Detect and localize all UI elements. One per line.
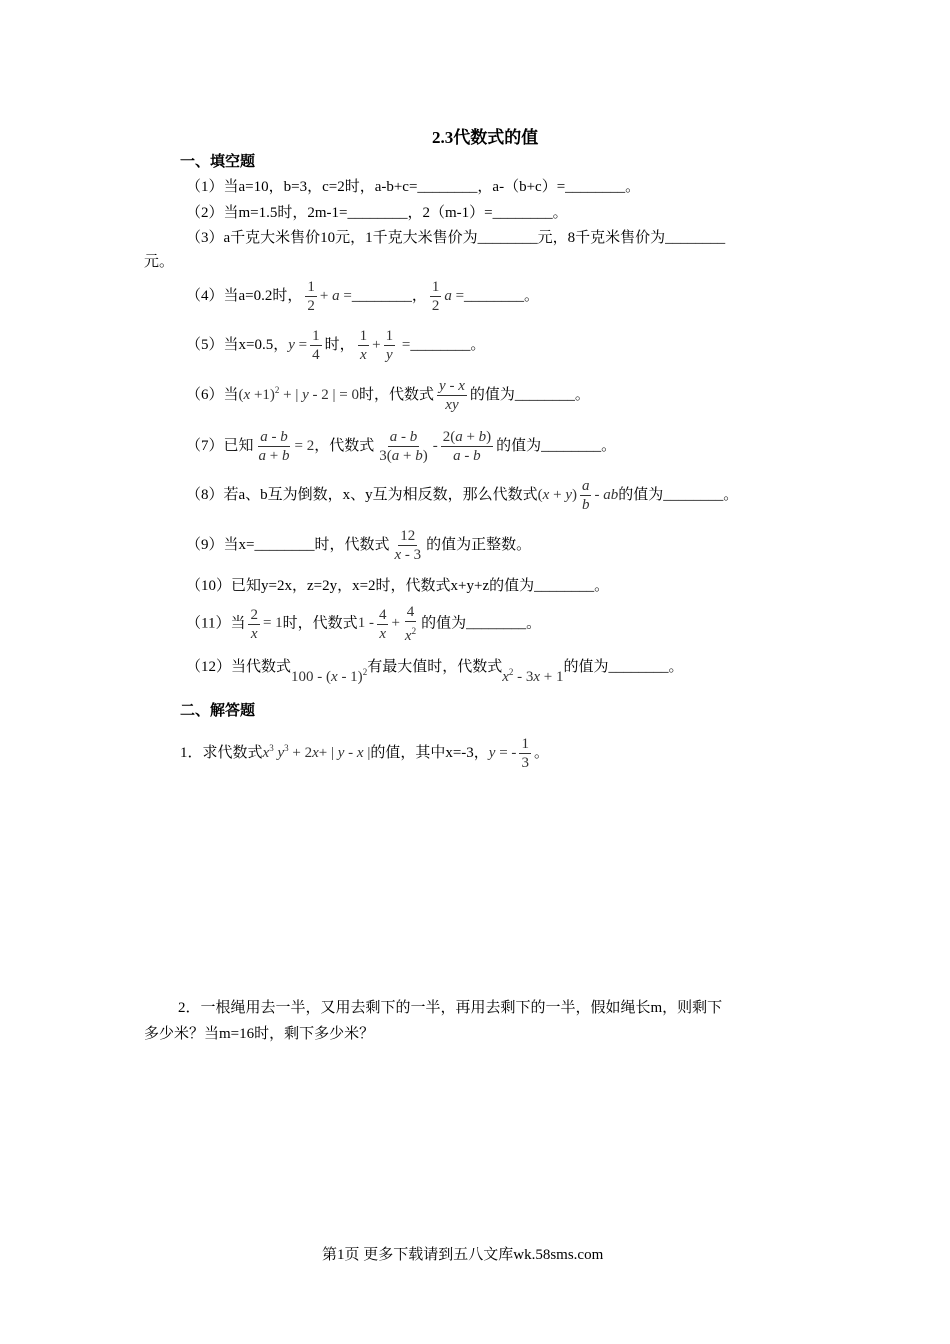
page-title: 2.3代数式的值 xyxy=(432,128,539,147)
formula-q7-given: $\frac{a - b}{a + b}$ = 2 xyxy=(258,429,315,464)
question-7-prefix: （7）已知 xyxy=(186,437,254,454)
formula-q5-y: y = $\frac{1}{4}$ xyxy=(288,328,320,363)
question-2: （2）当m=1.5时，2m-1=________，2（m-1）=________。 xyxy=(186,205,568,221)
formula-p1-y: y = - $\frac{1}{3}$ xyxy=(488,736,529,771)
question-8-suffix: 的值为________。 xyxy=(618,486,739,503)
formula-q12-expr-b: $x^2 - 3x + 1$ xyxy=(502,667,564,685)
question-4-prefix: （4）当a=0.2时， xyxy=(186,287,303,304)
formula-p1-expr: $x^3$ $y^3 + 2x+$ | y - x | xyxy=(262,742,371,761)
question-5-prefix: （5）当x=0.5， xyxy=(186,336,289,353)
question-7-suffix: 的值为________。 xyxy=(496,437,617,454)
problem-1 xyxy=(180,735,549,772)
formula-q5-expr: $\frac{1}{x}$ + $\frac{1}{y}$ = xyxy=(359,328,411,363)
question-11-mid: 时，代数式 xyxy=(282,615,358,632)
formula-q6-expr: $\frac{y - x}{xy}$ xyxy=(439,378,465,413)
question-4 xyxy=(186,278,539,315)
formula-q4-b: $\frac{1}{2}$ a = xyxy=(431,279,465,314)
question-9-prefix: （9）当x=________时，代数式 xyxy=(186,536,390,553)
question-6-suffix: 的值为________。 xyxy=(469,386,590,403)
question-8-prefix: （8）若a、b互为倒数，x、y互为相反数，那么代数式 xyxy=(186,486,538,503)
page-footer: 第1页 更多下载请到五八文库wk.58sms.com xyxy=(322,1247,604,1263)
question-12-mid: 有最大值时，代数式 xyxy=(367,659,503,675)
question-12 xyxy=(186,652,684,685)
question-11-suffix: 的值为________。 xyxy=(421,615,542,632)
question-6-prefix: （6）当 xyxy=(186,386,239,403)
question-5-suffix: ________。 xyxy=(410,336,486,353)
question-8 xyxy=(186,477,738,514)
question-4-mid: ________， xyxy=(351,287,427,304)
question-9 xyxy=(186,527,531,564)
question-5 xyxy=(186,327,485,364)
question-10: （10）已知y=2x，z=2y，x=2时，代数式x+y+z的值为________。 xyxy=(186,578,610,594)
question-3-line-1: （3）a千克大米售价10元，1千克大米售价为________元，8千克米售价为________ xyxy=(186,230,726,246)
problem-2-line-2: 多少米？当m=16时，剩下多少米？ xyxy=(144,1026,375,1042)
question-5-mid: 时， xyxy=(324,336,355,353)
question-9-suffix: 的值为正整数。 xyxy=(426,536,532,553)
problem-1-mid: 的值，其中x=-3， xyxy=(370,744,489,761)
question-4-suffix: ________。 xyxy=(464,287,540,304)
question-12-prefix: （12）当代数式 xyxy=(186,659,292,675)
formula-q9-expr: $\frac{12}{x - 3}$ xyxy=(394,528,422,563)
section-fill-blank-heading: 一、填空题 xyxy=(180,154,256,170)
formula-q8-expr: (x + y) $\frac{a}{b}$ - ab xyxy=(537,478,619,513)
question-12-suffix: 的值为________。 xyxy=(563,659,684,675)
question-1: （1）当a=10，b=3，c=2时，a-b+c=________，a-（b+c）=________。 xyxy=(186,179,641,195)
formula-q12-expr-a: 100 - (x - 1)$^2$ xyxy=(291,667,368,685)
formula-q11-condition: $\frac{2}{x}$ = 1 xyxy=(250,606,283,642)
question-11 xyxy=(186,603,541,645)
formula-q6-condition: $(x +1)^2$ + | y - 2 | = 0 xyxy=(238,384,360,403)
problem-2-line-1: 2．一根绳用去一半，又用去剩下的一半，再用去剩下的一半，假如绳长m，则剩下 xyxy=(178,1000,723,1016)
question-7 xyxy=(186,428,616,465)
problem-1-prefix: 1．求代数式 xyxy=(180,744,263,761)
formula-q7-expr: $\frac{a - b}{3(a + b)}$ - $\frac{2(a + b)}{a - b}$ xyxy=(379,429,492,464)
question-3-line-2: 元。 xyxy=(144,254,175,270)
section-answer-heading: 二、解答题 xyxy=(180,703,256,719)
question-7-mid: ，代数式 xyxy=(314,437,375,454)
formula-q11-expr: 1 - $\frac{4}{x}$ + $\frac{4}{x^2}$ xyxy=(357,604,417,644)
formula-q4-a: $\frac{1}{2}$ + a = xyxy=(307,279,352,314)
problem-1-suffix: 。 xyxy=(533,744,549,761)
question-11-prefix: （11）当 xyxy=(186,615,246,632)
question-6 xyxy=(186,377,590,414)
question-6-mid: 时，代数式 xyxy=(359,386,435,403)
